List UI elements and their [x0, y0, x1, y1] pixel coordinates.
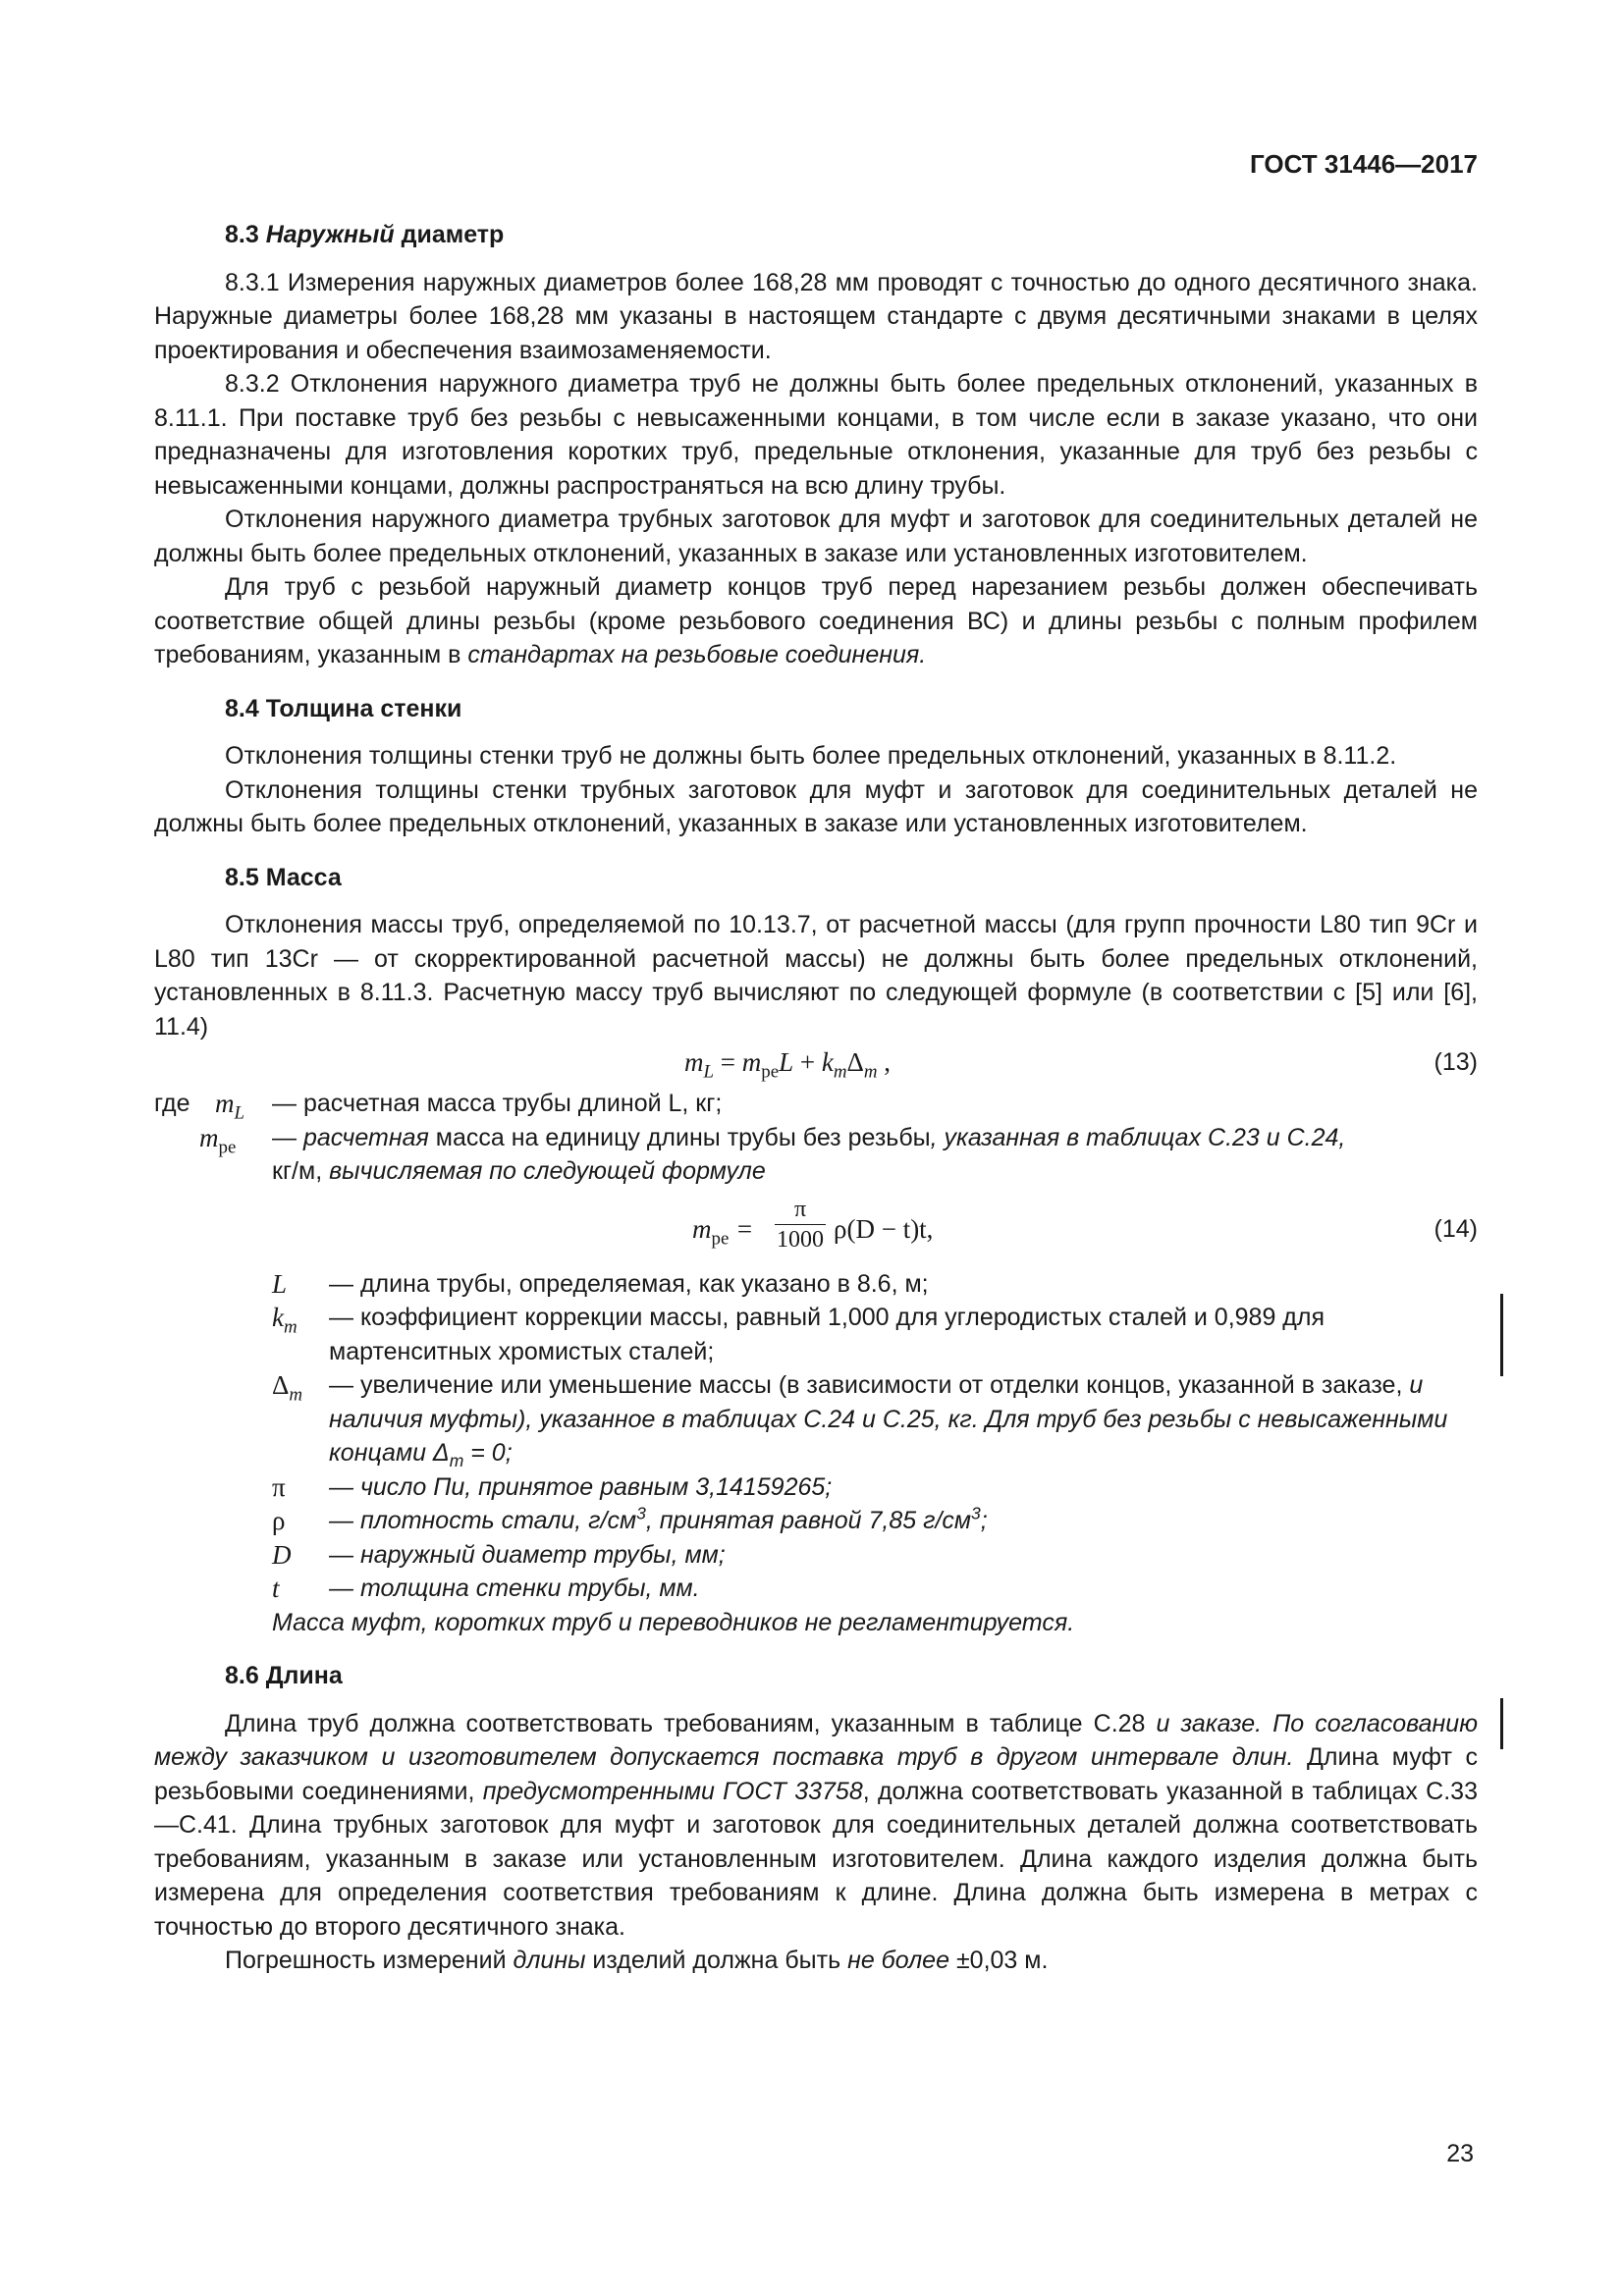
- variable-t: t — толщина стенки трубы, мм.: [272, 1574, 700, 1603]
- formula-14-number: (14): [1434, 1214, 1478, 1243]
- variable-list: [154, 1087, 1478, 1639]
- formula-14-fraction: $\frac{\pi}{1000}$: [777, 1196, 824, 1253]
- variable-rho: ρ — плотность стали, $г/см^3$, принятая равной 7,85 $г/см^3$;: [272, 1503, 988, 1535]
- variable-D: D — наружный диаметр трубы, мм;: [272, 1539, 726, 1570]
- paragraph-8-3-1: 8.3.1 Измерения наружных диаметров более 168,28 мм проводят с точностью до одного десятичного знака. Наружные диаметры более 168,28 мм указаны в настоящем стандарте с двумя десятичными знаками в целях проектирования и обеспечения взаимозаменяемости.: [154, 268, 1478, 364]
- variable-pi: π — число Пи, принятое равным 3,14159265;: [272, 1471, 833, 1502]
- variable-km: $k_m$ — коэффициент коррекции массы, равный 1,000 для углеродистых сталей и 0,989 для мартенситных хромистых сталей;: [272, 1303, 1325, 1365]
- variable-delta-m: $\Delta_m$ — увеличение или уменьшение массы (в зависимости от отделки концов, указанной в заказе, и наличия муфты), указанное в таблицах С.24 и С.25, кг. Для труб без резьбы с невысаженными концами $\Delta_m = 0$;: [272, 1370, 1448, 1470]
- paragraph-8-3-3: Отклонения наружного диаметра трубных заготовок для муфт и заготовок для соединительных деталей не должны быть более предельных отклонений, указанных в заказе или установленных изготовителем.: [154, 506, 1478, 567]
- change-bar-lower: [1500, 1698, 1503, 1749]
- formula-13-expression: $m_L = m_{pe}L + k_m\Delta_m$ ,: [684, 1047, 892, 1083]
- note-coupling-mass: Масса муфт, коротких труб и переводников не регламентируется.: [272, 1608, 1075, 1636]
- formula-13-number: (13): [1434, 1048, 1478, 1076]
- formula-14-rhs: ρ(D − t)t,: [834, 1213, 934, 1244]
- change-bar-upper: [1500, 1294, 1503, 1376]
- page-number: 23: [1446, 2140, 1474, 2167]
- section-8-5-title: 8.5 Масса: [225, 863, 342, 891]
- document-header: ГОСТ 31446—2017: [1250, 149, 1478, 179]
- section-8-6-title: 8.6 Длина: [225, 1662, 343, 1689]
- formula-13: [154, 1043, 1478, 1087]
- page-body: [154, 218, 1478, 1978]
- paragraph-8-4-1: Отклонения толщины стенки труб не должны быть более предельных отклонений, указанных в 8.11.2.: [225, 742, 1397, 770]
- paragraph-8-5-1: Отклонения массы труб, определяемой по 10.13.7, от расчетной массы (для групп прочности L80 тип 9Cr и L80 тип 13Cr — от скорректированной расчетной массы) не должны быть более предельных отклонений, установленных в 8.11.3. Расчетную массу труб вычисляют по следующей формуле (в соответствии с [5] или [6], 11.4): [154, 911, 1478, 1041]
- paragraph-8-6-1: Длина труб должна соответствовать требованиям, указанным в таблице С.28 и заказе. По согласованию между заказчиком и изготовителем допускается поставка труб в другом интервале длин. Длина муфт с резьбовыми соединениями, предусмотренными ГОСТ 33758, должна соответствовать указанной в таблицах С.33—С.41. Длина трубных заготовок для муфт и заготовок для соединительных деталей должна соответствовать требованиям, указанным в заказе или установленным изготовителем. Длина каждого изделия должна быть измерена для определения соответствия требованиям к длине. Длина должна быть измерена в метрах с точностью до второго десятичного знака.: [154, 1709, 1479, 1941]
- formula-14: $m_{pe}$ = $\frac{\pi}{1000}$ ρ(D − t)t, (14): [692, 1196, 1478, 1253]
- variable-mpe: $m_{pe}$ — расчетная масса на единицу длины трубы без резьбы, указанная в таблицах С.23 и С.24, кг/м, вычисляемая по следующей формуле: [199, 1122, 1346, 1185]
- variable-mL: где $m_L$ — расчетная масса трубы длиной L, кг;: [154, 1089, 723, 1124]
- paragraph-8-3-2: 8.3.2 Отклонения наружного диаметра труб не должны быть более предельных отклонений, указанных в 8.11.1. При поставке труб без резьбы с невысаженными концами, в том числе если в заказе указано, что они предназначены для изготовления коротких труб, предельные отклонения, указанные для труб без резьбы с невысаженными концами, должны распространяться на всю длину трубы.: [154, 370, 1478, 500]
- paragraph-8-4-2: Отклонения толщины стенки трубных заготовок для муфт и заготовок для соединительных деталей не должны быть более предельных отклонений, указанных в заказе или установленных изготовителем.: [154, 775, 1478, 837]
- section-8-4-title: 8.4 Толщина стенки: [225, 694, 462, 722]
- variable-L: L — длина трубы, определяемая, как указано в 8.6, м;: [272, 1268, 929, 1299]
- section-8-3-title: 8.3 Наружный диаметр: [225, 221, 505, 248]
- paragraph-8-3-4: Для труб с резьбой наружный диаметр концов труб перед нарезанием резьбы должен обеспечивать соответствие общей длины резьбы (кроме резьбового соединения ВС) и длины резьбы с полным профилем требованиям, указанным в стандартах на резьбовые соединения.: [154, 573, 1478, 668]
- paragraph-8-6-2: Погрешность измерений длины изделий должна быть не более ±0,03 м.: [225, 1947, 1049, 1974]
